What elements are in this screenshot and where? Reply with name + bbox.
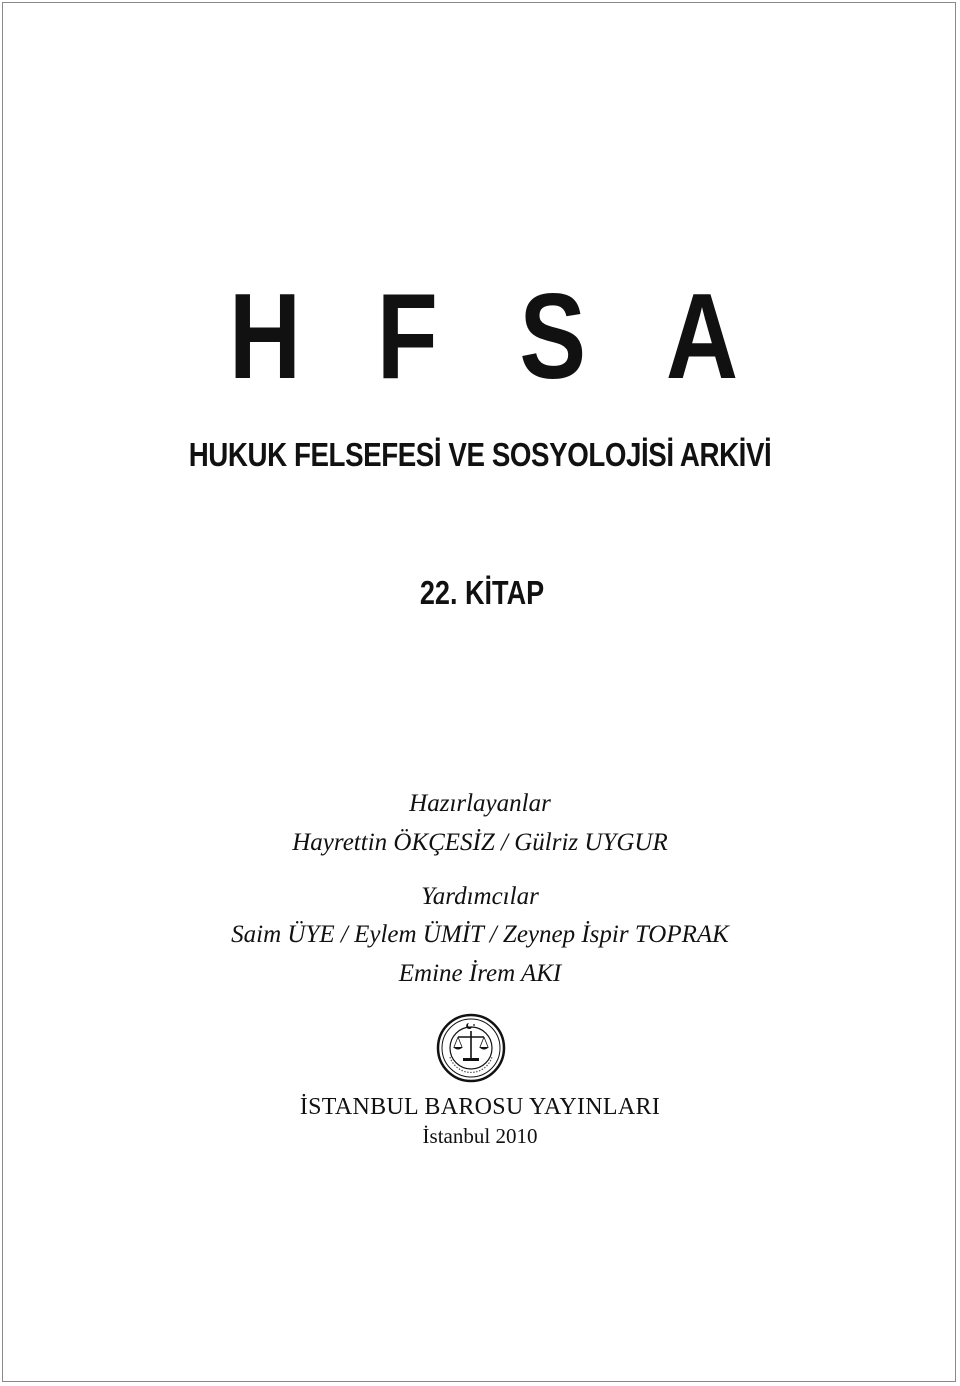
scales-of-justice-seal-icon bbox=[436, 1013, 506, 1083]
publication-place-year: İstanbul 2010 bbox=[422, 1124, 538, 1148]
publisher-name: İSTANBUL BAROSU YAYINLARI bbox=[299, 1094, 661, 1120]
book-title-page bbox=[2, 2, 956, 1382]
editors-names: Hayrettin ÖKÇESİZ / Gülriz UYGUR bbox=[292, 829, 668, 856]
assistants-names-line-2: Emine İrem AKI bbox=[398, 960, 562, 987]
assistants-label: Yardımcılar bbox=[421, 883, 539, 910]
assistants-names-line-1: Saim ÜYE / Eylem ÜMİT / Zeynep İspir TOPRAK bbox=[231, 921, 729, 948]
series-title: HUKUK FELSEFESİ VE SOSYOLOJİSİ ARKİVİ bbox=[188, 436, 772, 473]
acronym-letter-a: A bbox=[665, 268, 739, 404]
volume-number: 22. KİTAP bbox=[419, 574, 545, 611]
acronym-letter-s: S bbox=[519, 268, 587, 404]
acronym-title bbox=[3, 268, 957, 404]
editors-label: Hazırlayanlar bbox=[409, 790, 551, 817]
acronym-letter-f: F bbox=[376, 268, 438, 404]
acronym-letter-h: H bbox=[228, 268, 302, 404]
